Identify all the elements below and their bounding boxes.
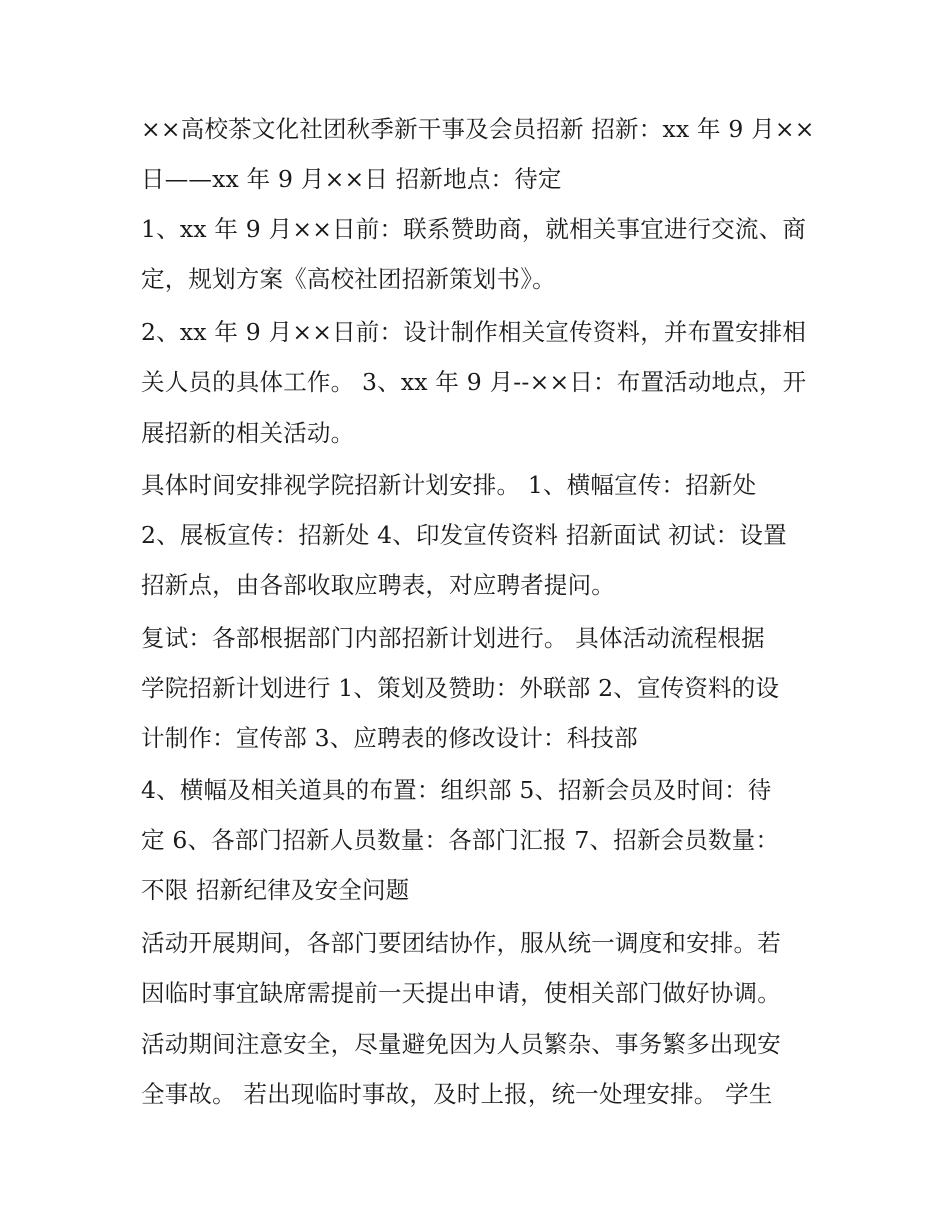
text-line: 具体时间安排视学院招新计划安排。 1、横幅宣传：招新处: [141, 471, 757, 499]
text-line: 计制作：宣传部 3、应聘表的修改设计：科技部: [141, 724, 638, 752]
text-line: 展招新的相关活动。: [141, 419, 355, 447]
text-line: 2、xx 年 9 月××日前：设计制作相关宣传资料，并布置安排相: [141, 318, 807, 346]
text-line: 活动期间注意安全，尽量避免因为人员繁杂、事务繁多出现安: [141, 1030, 781, 1058]
text-line: 全事故。 若出现临时事故，及时上报，统一处理安排。 学生: [141, 1080, 773, 1108]
text-line: 因临时事宜缺席需提前一天提出申请，使相关部门做好协调。: [141, 979, 781, 1007]
text-line: ××高校茶文化社团秋季新干事及会员招新 招新：xx 年 9 月××: [141, 115, 815, 143]
text-line: 定，规划方案《高校社团招新策划书》。: [141, 265, 556, 293]
text-line: 2、展板宣传：招新处 4、印发宣传资料 招新面试 初试：设置: [141, 521, 787, 549]
text-line: 1、xx 年 9 月××日前：联系赞助商，就相关事宜进行交流、商: [141, 215, 807, 243]
text-line: 学院招新计划进行 1、策划及赞助：外联部 2、宣传资料的设: [141, 674, 780, 702]
text-line: 4、横幅及相关道具的布置：组织部 5、招新会员及时间：待: [141, 776, 772, 804]
text-line: 日——xx 年 9 月××日 招新地点：待定: [141, 165, 562, 193]
text-line: 活动开展期间，各部门要团结协作，服从统一调度和安排。若: [141, 929, 781, 957]
text-line: 复试：各部根据部门内部招新计划进行。 具体活动流程根据: [141, 624, 765, 652]
text-line: 招新点，由各部收取应聘表，对应聘者提问。: [141, 571, 615, 599]
text-line: 关人员的具体工作。 3、xx 年 9 月--××日：布置活动地点，开: [141, 368, 807, 396]
text-line: 不限 招新纪律及安全问题: [141, 876, 410, 904]
text-line: 定 6、各部门招新人员数量：各部门汇报 7、招新会员数量：: [141, 826, 780, 854]
